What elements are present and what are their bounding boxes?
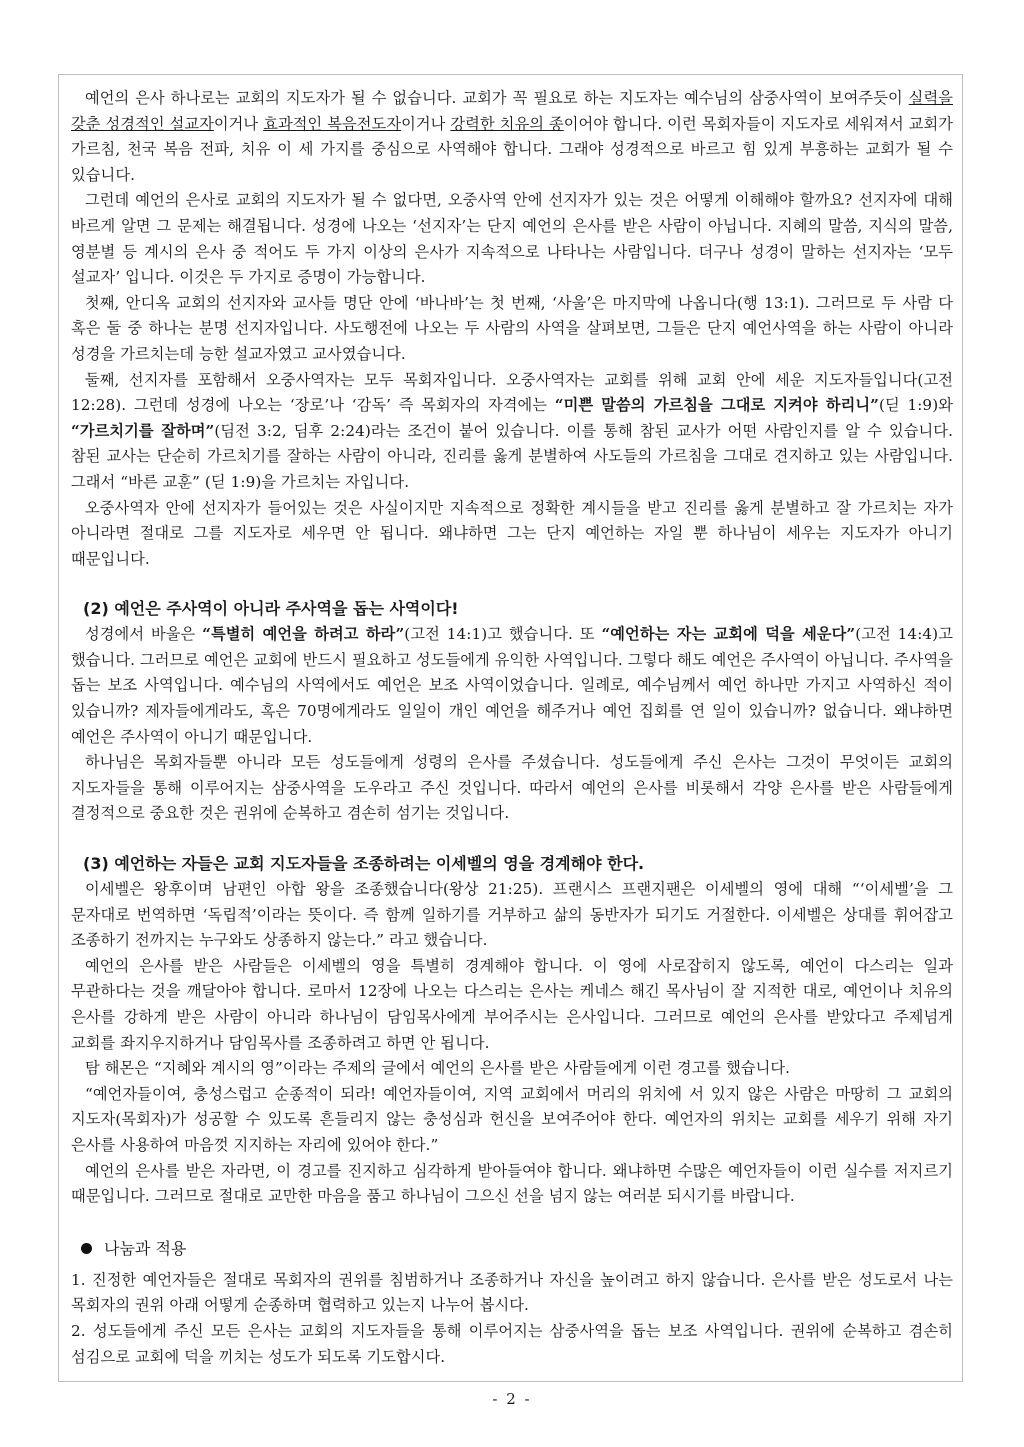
underlined-phrase: 실력을 갖춘 성경적인 설교자: [71, 89, 953, 133]
s2-paragraph-1: 성경에서 바울은 “특별히 예언을 하려고 하라”(고전 14:1)고 했습니다. 또 “예언하는 자는 교회에 덕을 세운다”(고전 14:4)고 했습니다. 그러므로 예언은 교회에 반드시 필요하고 성도들에게 유익한 사역입니다. 그렇다 해도 예언은 주사역이 아닙니다. 주사역을 돕는 보조 사역입니다. 예수님의 사역에서도 예언은 보조 사역이었습니다. 일례로, 예수님께서 예언 하나만 가지고 사역하신 적이 있습니까? 제자들에게라도, 혹은 70명에게라도 일일이 개인 예언을 해주거나 예언 집회를 연 일이 있습니까? 없습니다. 왜냐하면 예언은 주사역이 아니기 때문입니다.: [71, 625, 953, 746]
bullet-dot-icon: [81, 1243, 92, 1254]
s1-paragraph-1: 예언의 은사 하나로는 교회의 지도자가 될 수 없습니다. 교회가 꼭 필요로 하는 지도자는 예수님의 삼중사역이 보여주듯이 실력을 갖춘 성경적인 설교자이거나 효과적인 복음전도자이거나 강력한 치유의 종이어야 합니다. 이런 목회자들이 지도자로 세워져서 교회가 가르침, 천국 복음 전파, 치유 이 세 가지를 중심으로 사역해야 합니다. 그래야 성경적으로 바르고 힘 있게 부흥하는 교회가 될 수 있습니다.: [71, 89, 954, 184]
bold-quote: “예언하는 자는 교회에 덕을 세운다”: [601, 625, 856, 644]
s3-paragraph-2: 예언의 은사를 받은 사람들은 이세벨의 영을 특별히 경계해야 합니다. 이 영에 사로잡히지 않도록, 예언이 다스리는 일과 무관하다는 것을 깨달아야 합니다. 로마서 12장에 나오는 다스리는 은사는 케네스 해긴 목사님이 잘 지적한 대로, 예언이나 치유의 은사를 강하게 받은 사람이 아니라 하나님이 담임목사에게 부어주시는 은사입니다. 그러므로 예언의 은사를 받았다고 주제넘게 교회를 좌지우지하거나 담임목사를 조종하려고 하면 안 됩니다.: [71, 956, 953, 1052]
section-3-heading: (3) 예언하는 자들은 교회 지도자들을 조종하려는 이세벨의 영을 경계해야 한다.: [83, 854, 645, 874]
bold-quote: “특별히 예언을 하려고 하라”: [202, 625, 405, 644]
sharing-item-1: 1. 진정한 예언자들은 절대로 목회자의 권위를 침범하거나 조종하거나 자신을 높이려고 하지 않습니다. 은사를 받은 성도로서 나는 목회자의 권위 아래 어떻게 순종하며 협력하고 있는지 나누어 봅시다.: [71, 1270, 953, 1315]
document-body: [71, 86, 953, 1370]
underlined-phrase: 효과적인 복음전도자: [263, 114, 402, 133]
section-2-heading: (2) 예언은 주사역이 아니라 주사역을 돕는 사역이다!: [83, 599, 459, 619]
s1-paragraph-5: 오중사역자 안에 선지자가 들어있는 것은 사실이지만 지속적으로 정확한 계시들을 받고 진리를 옳게 분별하고 잘 가르치는 자가 아니라면 절대로 그를 지도자로 세우면 안 됩니다. 왜냐하면 그는 단지 예언하는 자일 뿐 하나님이 세우는 지도자가 아니기 때문입니다.: [71, 498, 953, 568]
page-number: - 2 -: [492, 1390, 532, 1408]
bold-quote: “미쁜 말씀의 가르침을 그대로 지켜야 하리니”: [554, 396, 879, 415]
s1-paragraph-3: 첫째, 안디옥 교회의 선지자와 교사들 명단 안에 ‘바나바’는 첫 번째, ‘사울’은 마지막에 나옵니다(행 13:1). 그러므로 두 사람 다 혹은 둘 중 하나는 분명 선지자입니다. 사도행전에 나오는 두 사람의 사역을 살펴보면, 그들은 단지 예언사역을 하는 사람이 아니라 성경을 가르치는데 능한 설교자였고 교사였습니다.: [71, 293, 953, 363]
s2-paragraph-2: 하나님은 목회자들뿐 아니라 모든 성도들에게 성령의 은사를 주셨습니다. 성도들에게 주신 은사는 그것이 무엇이든 교회의 지도자들을 통해 이루어지는 삼중사역을 도우라고 주신 것입니다. 따라서 예언의 은사를 비롯해서 각양 은사를 받은 사람들에게 결정적으로 중요한 것은 권위에 순복하고 겸손히 섬기는 것입니다.: [71, 753, 953, 823]
s1-paragraph-4: 둘째, 선지자를 포함해서 오중사역자는 모두 목회자입니다. 오중사역자는 교회를 위해 교회 안에 세운 지도자들입니다(고전 12:28). 그런데 성경에 나오는 ‘장로’나 ‘감독’ 즉 목회자의 자격에는 “미쁜 말씀의 가르침을 그대로 지켜야 하리니”(딛 1:9)와 “가르치기를 잘하며”(딤전 3:2, 딤후 2:24)라는 조건이 붙어 있습니다. 이를 통해 참된 교사가 어떤 사람인지를 알 수 있습니다. 참된 교사는 단순히 가르치기를 잘하는 사람이 아니라, 진리를 옳게 분별하여 사도들의 가르침을 그대로 견지하고 있는 사람입니다. 그래서 “바른 교훈” (딛 1:9)을 가르치는 자입니다.: [71, 370, 953, 491]
s3-paragraph-3: 탐 해몬은 “지혜와 계시의 영”이라는 주제의 글에서 예언의 은사를 받은 사람들에게 이런 경고를 했습니다.: [85, 1059, 791, 1078]
s1-paragraph-2: 그런데 예언의 은사로 교회의 지도자가 될 수 없다면, 오중사역 안에 선지자가 있는 것은 어떻게 이해해야 할까요? 선지자에 대해 바르게 알면 그 문제는 해결됩니다. 성경에 나오는 ‘선지자’는 단지 예언의 은사를 받은 사람이 아닙니다. 지혜의 말씀, 지식의 말씀, 영분별 등 계시의 은사 중 적어도 두 가지 이상의 은사가 지속적으로 나타나는 사람입니다. 더구나 성경이 말하는 선지자는 ‘모두 설교자’ 입니다. 이것은 두 가지로 증명이 가능합니다.: [71, 191, 953, 287]
s3-paragraph-5: 예언의 은사를 받은 자라면, 이 경고를 진지하고 심각하게 받아들여야 합니다. 왜냐하면 수많은 예언자들이 이런 실수를 저지르기 때문입니다. 그러므로 절대로 교만한 마음을 품고 하나님이 그으신 선을 넘지 않는 여러분 되시기를 바랍니다.: [71, 1161, 953, 1206]
sharing-title: 나눔과 적용: [71, 1236, 953, 1262]
s3-paragraph-1: 이세벨은 왕후이며 남편인 아합 왕을 조종했습니다(왕상 21:25). 프랜시스 프랜지팬은 이세벨의 영에 대해 “‘이세벨’을 그 문자대로 번역하면 ‘독립적’이라는 뜻이다. 즉 함께 일하기를 거부하고 삶의 동반자가 되기도 거절한다. 이세벨은 상대를 휘어잡고 조종하기 전까지는 누구와도 상종하지 않는다.” 라고 했습니다.: [71, 880, 953, 950]
underlined-phrase: 강력한 치유의 종: [450, 114, 564, 133]
s3-quote-paragraph: “예언자들이여, 충성스럽고 순종적이 되라! 예언자들이여, 지역 교회에서 머리의 위치에 서 있지 않은 사람은 마땅히 그 교회의 지도자(목회자)가 성공할 수 있도록 흔들리지 않는 충성심과 헌신을 보여주어야 한다. 예언자의 위치는 교회를 세우기 위해 자기 은사를 사용하여 마음껏 지지하는 자리에 있어야 한다.”: [71, 1084, 953, 1154]
sharing-item-2: 2. 성도들에게 주신 모든 은사는 교회의 지도자들을 통해 이루어지는 삼중사역을 돕는 보조 사역입니다. 권위에 순복하고 겸손히 섬김으로 교회에 덕을 끼치는 성도가 되도록 기도합시다.: [71, 1321, 953, 1366]
bold-quote: “가르치기를 잘하며”: [71, 421, 215, 440]
